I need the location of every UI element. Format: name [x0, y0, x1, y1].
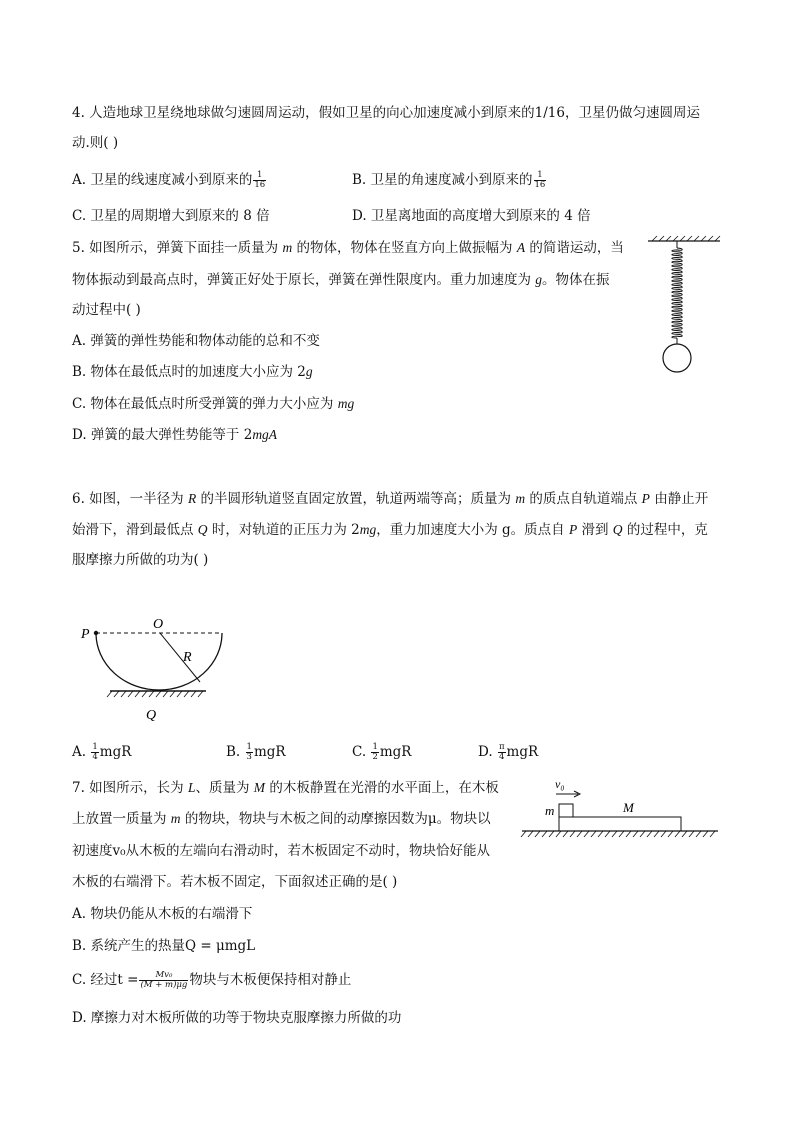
- q6-var: m: [515, 491, 526, 506]
- denominator: 4: [499, 752, 505, 762]
- q6-semicircle-figure: [76, 612, 236, 724]
- floor-hatch-mark: [703, 831, 708, 837]
- q6-stem-line-2: [72, 520, 708, 540]
- floor-hatch-mark: [640, 831, 645, 837]
- q6-option-a: [72, 742, 131, 762]
- q4-option-a-fraction: [253, 171, 266, 190]
- floor-hatch-mark: [605, 831, 610, 837]
- q6-option-d-text: mgR: [506, 744, 539, 760]
- q5-option-b-text: B. 物体在最低点时的加速度大小应为 2: [72, 364, 306, 380]
- q4-option-b-fraction: [534, 171, 547, 190]
- q4-stem-line-2: 动.则( ): [72, 135, 119, 151]
- q6-text: 滑到: [577, 522, 613, 538]
- q6-var: Q: [197, 522, 208, 537]
- q6-text: 的质点自轨道端点: [525, 491, 642, 507]
- spring-coil: [672, 248, 683, 338]
- q7-stem-line-3: 初速度v₀从木板的左端向右滑动时，若木板固定不动时，物块恰好能从: [72, 843, 491, 859]
- floor-hatch-mark: [696, 831, 701, 837]
- floor-hatch-mark: [535, 831, 540, 837]
- floor-hatch-mark: [556, 831, 561, 837]
- floor-hatch-mark: [682, 831, 687, 837]
- q4-stem-line-1: 4. 人造地球卫星绕地球做匀速圆周运动，假如卫星的向心加速度减小到原来的1/16，卫星仍做匀速圆周运: [72, 105, 700, 121]
- floor-hatch-mark: [542, 831, 547, 837]
- floor-hatch-mark: [626, 831, 631, 837]
- board-M: [559, 817, 681, 831]
- q5-stem-line-1: [72, 238, 624, 258]
- semicircle-track: [96, 633, 222, 690]
- q4-option-a: [72, 170, 267, 190]
- ground-hatch: [107, 691, 203, 697]
- q6-text: 由静止开: [649, 491, 709, 507]
- floor-hatch-mark: [570, 831, 575, 837]
- q4-option-a-numerator: 1: [253, 171, 266, 181]
- q6-option-b-text: mgR: [253, 744, 286, 760]
- numerator: Mv₀: [139, 971, 188, 981]
- q4-option-b-denominator: 16: [534, 180, 546, 190]
- q5-text: 5. 如图所示，弹簧下面挂一质量为: [72, 240, 283, 256]
- floor-hatch-mark: [619, 831, 624, 837]
- q6-var: Q: [612, 522, 623, 537]
- q6-text: 6. 如图，一半径为: [72, 491, 188, 507]
- q5-spring-figure: [644, 234, 724, 376]
- q5-option-c: [72, 394, 354, 414]
- floor-hatch-mark: [647, 831, 652, 837]
- q6-option-c: [352, 742, 411, 762]
- q6-stem-line-1: [72, 489, 708, 509]
- q6-text: 始滑下，滑到最低点: [72, 522, 198, 538]
- q4-option-b-numerator: 1: [534, 171, 547, 181]
- q6-option-d-fraction: [498, 743, 506, 762]
- label-v0: v₀: [555, 777, 565, 791]
- q7-board-figure: [518, 776, 722, 838]
- floor-hatch-mark: [528, 831, 533, 837]
- q6-text: ，重力加速度大小为 g。质点自: [376, 522, 569, 538]
- denominator: 2: [372, 752, 378, 762]
- floor-hatch-mark: [521, 831, 526, 837]
- label-m: m: [545, 803, 555, 818]
- floor-hatch-mark: [612, 831, 617, 837]
- q7-text: 、质量为: [195, 780, 254, 796]
- q5-option-b: [72, 362, 313, 382]
- floor-hatch-mark: [563, 831, 568, 837]
- q7-text: 的物块，物块与木板之间的动摩擦因数为μ。物块以: [180, 811, 491, 827]
- q7-option-a: A. 物块仍能从木板的右端滑下: [72, 906, 253, 922]
- q5-var: g: [305, 364, 313, 379]
- floor-hatch-mark: [584, 831, 589, 837]
- denominator: (M + m)μg: [140, 980, 188, 990]
- hanging-ball: [663, 344, 691, 372]
- q6-var: mg: [359, 522, 377, 537]
- q6-text: 时，对轨道的正压力为 2: [207, 522, 360, 538]
- floor-hatch-mark: [661, 831, 666, 837]
- q7-text: 7. 如图所示，长为: [72, 780, 188, 796]
- q4-option-b: [352, 170, 547, 190]
- q7-text: 的木板静置在光滑的水平面上，在木板: [265, 780, 499, 796]
- q7-var: M: [253, 780, 266, 795]
- denominator: 3: [246, 752, 252, 762]
- q6-option-a-text: mgR: [99, 744, 132, 760]
- q6-stem-line-3: 服摩擦力所做的功为( ): [72, 552, 209, 568]
- q5-text: 。物体在振: [542, 272, 610, 288]
- q5-option-d-text: D. 弹簧的最大弹性势能等于 2: [72, 427, 253, 443]
- label-r: R: [183, 650, 192, 665]
- floor-hatch-mark: [668, 831, 673, 837]
- q5-stem-line-2: [72, 270, 610, 290]
- q5-text: 的物体，物体在竖直方向上做振幅为: [292, 240, 517, 256]
- numerator: 1: [372, 742, 378, 752]
- q5-var: mgA: [252, 427, 278, 442]
- numerator: π: [498, 742, 505, 752]
- floor-hatch-mark: [549, 831, 554, 837]
- q5-var: mg: [337, 396, 355, 411]
- numerator: 1: [92, 742, 98, 752]
- q6-option-b: [226, 742, 286, 762]
- q7-stem-line-4: 木板的右端滑下。若木板不固定，下面叙述正确的是( ): [72, 874, 398, 890]
- floor-hatch-mark: [633, 831, 638, 837]
- q5-var: A: [516, 240, 526, 255]
- label-o: O: [153, 617, 164, 632]
- q6-option-a-fraction: [91, 743, 98, 762]
- q6-option-d-label: D.: [478, 744, 497, 760]
- ceiling-hatch: [652, 236, 720, 241]
- q7-option-b: B. 系统产生的热量Q = μmgL: [72, 938, 256, 954]
- q7-option-c-text: C. 经过t =: [72, 972, 139, 988]
- q7-text: 上放置一质量为: [72, 811, 171, 827]
- floor-hatch-mark: [710, 831, 715, 837]
- floor-hatch-mark: [577, 831, 582, 837]
- q5-text: 物体振动到最高点时，弹簧正好处于原长，弹簧在弹性限度内。重力加速度为: [72, 272, 536, 288]
- floor-hatch-mark: [654, 831, 659, 837]
- q7-option-c-fraction: [139, 971, 188, 990]
- q5-var: g: [535, 272, 543, 287]
- label-p: P: [81, 627, 90, 642]
- q7-option-c-text: 物块与木板便保持相对静止: [189, 972, 352, 988]
- q4-option-c: C. 卫星的周期增大到原来的 8 倍: [72, 208, 270, 224]
- radius-line: [160, 633, 200, 682]
- q7-stem-line-2: [72, 809, 491, 829]
- floor-hatch-mark: [689, 831, 694, 837]
- point-p-dot: [94, 631, 98, 635]
- label-q: Q: [146, 708, 157, 723]
- numerator: 1: [246, 742, 252, 752]
- q6-option-c-label: C.: [352, 744, 371, 760]
- denominator: 4: [92, 752, 98, 762]
- floor-hatch: [521, 831, 715, 837]
- floor-hatch-mark: [598, 831, 603, 837]
- q6-var: P: [568, 522, 578, 537]
- q7-var: L: [187, 780, 196, 795]
- q7-option-d: D. 摩擦力对木板所做的功等于物块克服摩擦力所做的功: [72, 1010, 402, 1026]
- q5-var: m: [282, 240, 293, 255]
- q4-option-b-text: B. 卫星的角速度减小到原来的: [352, 172, 533, 188]
- q5-text: 的简谐运动，当: [525, 240, 624, 256]
- q6-option-c-fraction: [371, 743, 378, 762]
- q6-var: R: [187, 491, 197, 506]
- floor-hatch-mark: [675, 831, 680, 837]
- q6-option-d: [478, 742, 538, 762]
- block-m: [559, 804, 573, 817]
- q4-option-d: D. 卫星离地面的高度增大到原来的 4 倍: [352, 208, 591, 224]
- q6-option-b-fraction: [246, 743, 253, 762]
- q7-var: m: [170, 811, 181, 826]
- q6-option-a-label: A.: [72, 744, 91, 760]
- q6-option-c-text: mgR: [379, 744, 412, 760]
- q5-option-c-text: C. 物体在最低点时所受弹簧的弹力大小应为: [72, 396, 338, 412]
- q5-stem-line-3: 动过程中( ): [72, 302, 141, 318]
- q6-text: 的半圆形轨道竖直固定放置，轨道两端等高；质量为: [196, 491, 516, 507]
- q7-option-c: [72, 970, 351, 990]
- q6-var: P: [641, 491, 650, 506]
- q6-text: 的过程中，克: [622, 522, 708, 538]
- q5-option-d: [72, 425, 277, 445]
- q7-stem-line-1: [72, 778, 499, 798]
- label-M: M: [623, 800, 634, 815]
- q4-option-a-denominator: 16: [254, 180, 266, 190]
- q6-option-b-label: B.: [226, 744, 245, 760]
- floor-hatch-mark: [591, 831, 596, 837]
- q4-option-a-text: A. 卫星的线速度减小到原来的: [72, 172, 253, 188]
- q5-option-a: A. 弹簧的弹性势能和物体动能的总和不变: [72, 333, 320, 349]
